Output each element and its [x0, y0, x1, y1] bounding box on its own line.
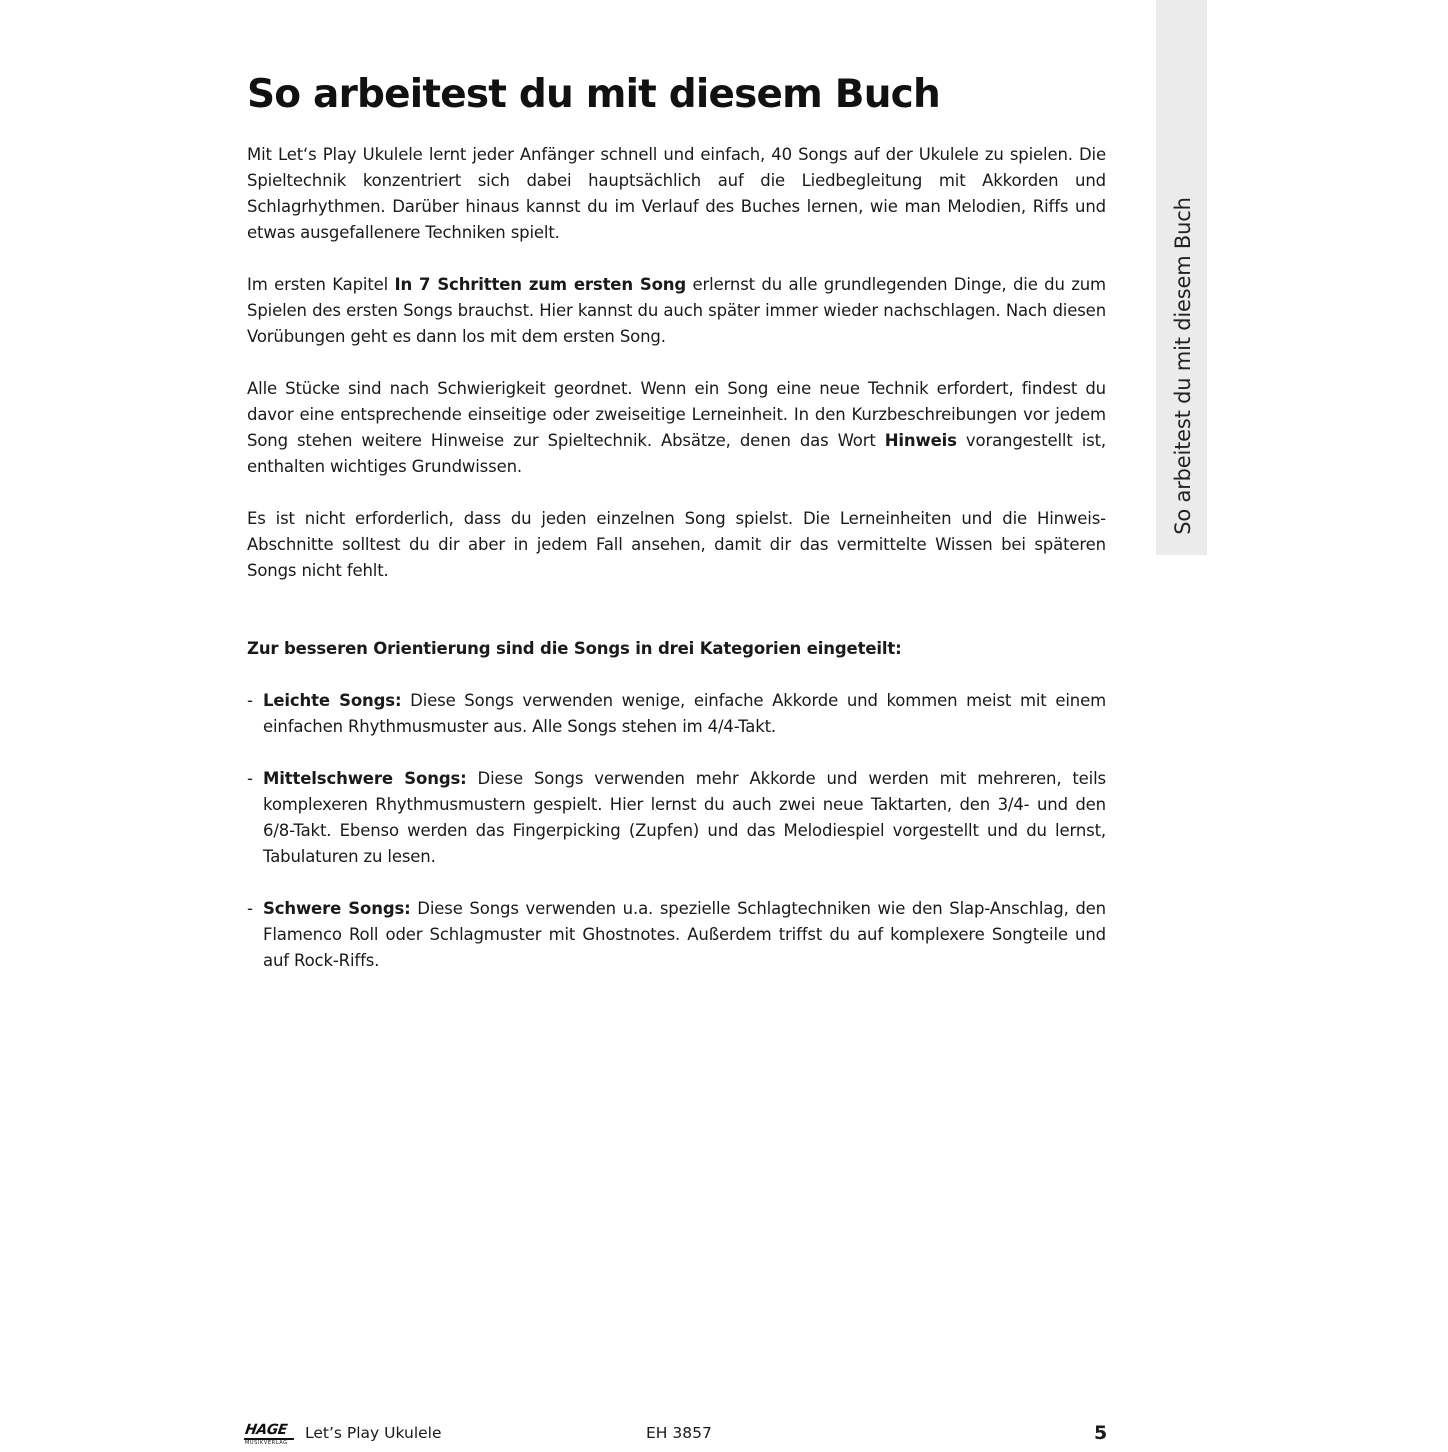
page-title: So arbeitest du mit diesem Buch	[247, 72, 940, 117]
hage-logo-subtext: MUSIKVERLAG	[245, 1440, 288, 1446]
chapter-text-end: erlernst du alle grundlegenden Dinge, die du zum Spielen des ersten Songs brauchst. Hier kannst du auch später immer wieder nachschlagen. Nach diesen Vorübungen geht es dann los mit dem ersten Song.	[247, 275, 1106, 346]
category-label: Leichte Songs:	[263, 691, 402, 710]
difficulty-text-start: Alle Stücke sind nach Schwierigkeit geordnet. Wenn ein Song eine neue Technik erfordert, findest du davor eine entsprechende einseitige oder zweiseitige Lerneinheit. In den Kurzbeschreibungen vor jedem Song stehen weitere Hinweise zur Spieltechnik. Absätze, denen das Wort	[247, 379, 1106, 450]
category-text: Diese Songs verwenden u.a. spezielle Schlagtechniken wie den Slap-Anschlag, den Flamenco Roll oder Schlagmuster mit Ghostnotes. Außerdem triffst du auf komplexere Songteile und auf Rock-Riffs.	[263, 899, 1106, 970]
category-label: Schwere Songs:	[263, 899, 411, 918]
hinweis-keyword: Hinweis	[884, 431, 957, 450]
footer-book-title: Let’s Play Ukulele	[305, 1424, 442, 1442]
categories-heading-text: Zur besseren Orientierung sind die Songs in drei Kategorien eingeteilt:	[247, 639, 902, 658]
category-item-hard	[247, 896, 1106, 974]
difficulty-paragraph	[247, 376, 1106, 480]
categories-heading	[247, 636, 1106, 662]
chapter-paragraph	[247, 272, 1106, 350]
category-text: Diese Songs verwenden mehr Akkorde und werden mit mehreren, teils komplexeren Rhythmusmustern gespielt. Hier lernst du auch zwei neue Taktarten, den 3/4- und den 6/8-Takt. Ebenso werden das Fingerpicking (Zupfen) und das Melodiespiel vorgestellt und du lernst, Tabulaturen zu lesen.	[263, 769, 1106, 866]
chapter-reference: In 7 Schritten zum ersten Song	[394, 275, 687, 294]
hage-logo-text: HAGE	[244, 1423, 296, 1440]
advice-paragraph: Es ist nicht erforderlich, dass du jeden einzelnen Song spielst. Die Lerneinheiten und die Hinweis-Abschnitte solltest du dir aber in jedem Fall ansehen, damit dir das vermittelte Wissen bei späteren Songs nicht fehlt.	[247, 509, 1106, 580]
list-dash: -	[247, 769, 253, 788]
list-dash: -	[247, 899, 253, 918]
page-number: 5	[1094, 1422, 1108, 1444]
category-item-medium	[247, 766, 1106, 870]
hage-logo	[245, 1423, 295, 1445]
category-item-easy	[247, 688, 1106, 740]
chapter-text-start: Im ersten Kapitel	[247, 275, 395, 294]
footer-code: EH 3857	[646, 1424, 712, 1442]
page-content	[247, 70, 1106, 1000]
side-tab-label: So arbeitest du mit diesem Buch	[1171, 197, 1195, 535]
difficulty-text-end: vorangestellt ist, enthalten wichtiges Grundwissen.	[247, 431, 1106, 476]
intro-paragraph: Mit Let‘s Play Ukulele lernt jeder Anfänger schnell und einfach, 40 Songs auf der Ukulele zu spielen. Die Spieltechnik konzentriert sich dabei hauptsächlich auf die Liedbegleitung mit Akkorden und Schlagrhythmen. Darüber hinaus kannst du im Verlauf des Buches lernen, wie man Melodien, Riffs und etwas ausgefallenere Techniken spielt.	[247, 145, 1106, 242]
list-dash: -	[247, 691, 253, 710]
category-label: Mittelschwere Songs:	[263, 769, 467, 788]
category-text: Diese Songs verwenden wenige, einfache Akkorde und kommen meist mit einem einfachen Rhythmusmuster aus. Alle Songs stehen im 4/4-Takt.	[263, 691, 1107, 736]
